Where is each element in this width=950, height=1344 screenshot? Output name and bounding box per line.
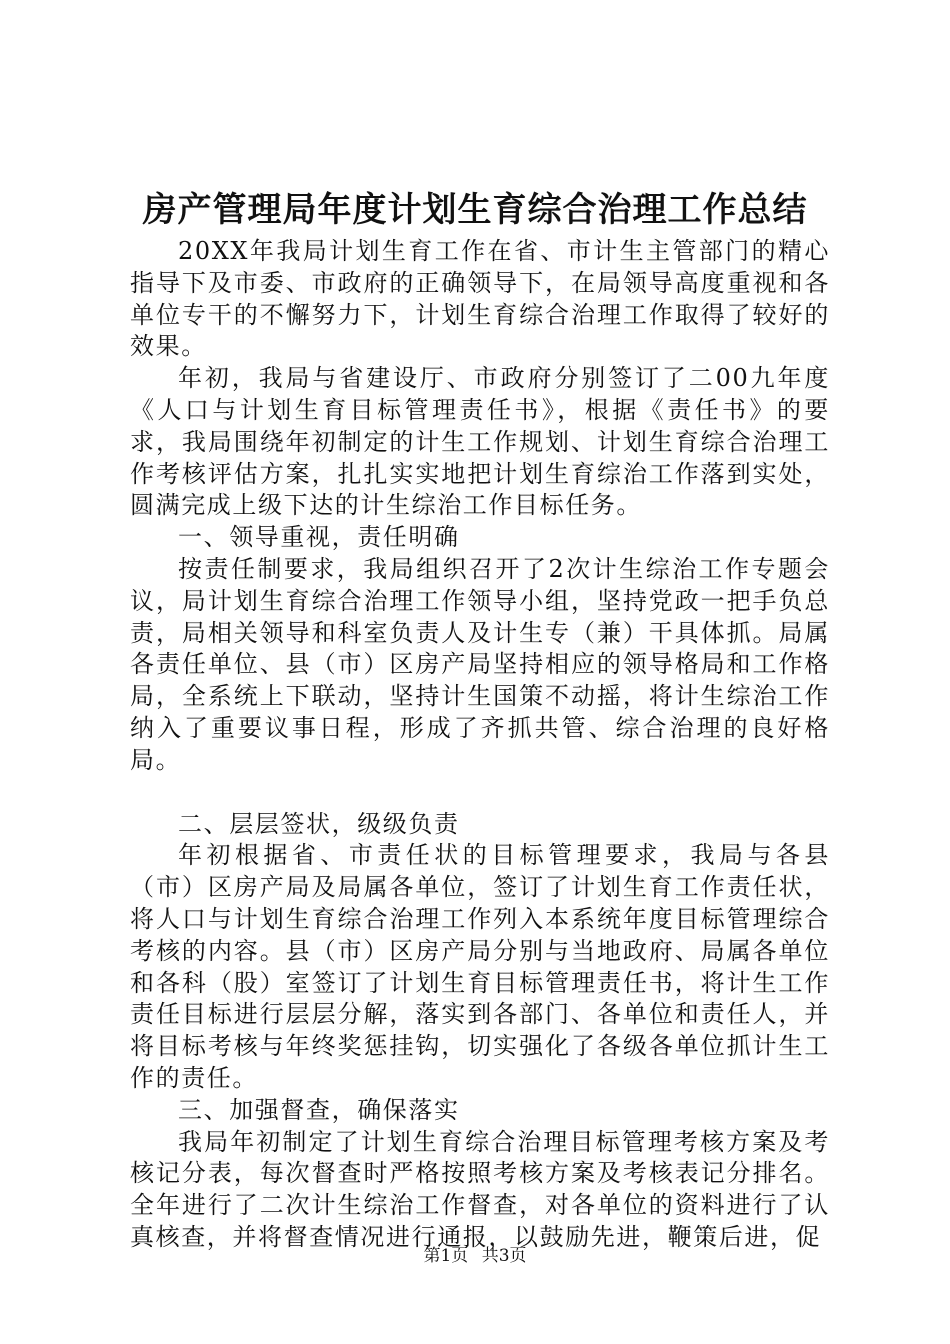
page-footer: [0, 1244, 950, 1268]
paragraph-section-3: 我局年初制定了计划生育综合治理目标管理考核方案及考核记分表，每次督查时严格按照考核方案及考核表记分排名。全年进行了二次计生综治工作督查，对各单位的资料进行了认真核查，并将督查情况进行通报，以鼓励先进，鞭策后进，促: [130, 1127, 830, 1251]
page-total: 共3页: [481, 1246, 527, 1266]
section-heading-1: 一、领导重视，责任明确: [178, 523, 460, 552]
document-body: [130, 236, 830, 1254]
document-title: 房产管理局年度计划生育综合治理工作总结: [142, 190, 808, 230]
section-heading-2: 二、层层签状，级级负责: [178, 809, 460, 838]
paragraph-section-2: 年初根据省、市责任状的目标管理要求，我局与各县（市）区房产局及局属各单位，签订了计划生育工作责任状，将人口与计划生育综合治理工作列入本系统年度目标管理综合考核的内容。县（市）区房产局分别与当地政府、局属各单位和各科（股）室签订了计划生育目标管理责任书，将计生工作责任目标进行层层分解，落实到各部门、各单位和责任人，并将目标考核与年终奖惩挂钩，切实强化了各级各单位抓计生工作的责任。: [130, 841, 830, 1092]
paragraph-intro: 20XX年我局计划生育工作在省、市计生主管部门的精心指导下及市委、市政府的正确领导下，在局领导高度重视和各单位专干的不懈努力下，计划生育综合治理工作取得了较好的效果。: [130, 237, 830, 361]
paragraph-responsibility-book: 年初，我局与省建设厅、市政府分别签订了二00九年度《人口与计划生育目标管理责任书》，根据《责任书》的要求，我局围绕年初制定的计生工作规划、计划生育综合治理工作考核评估方案，扎扎实实地把计划生育综治工作落到实处，圆满完成上级下达的计生综治工作目标任务。: [130, 364, 830, 520]
paragraph-section-1: 按责任制要求，我局组织召开了2次计生综治工作专题会议，局计划生育综合治理工作领导小组，坚持党政一把手负总责，局相关领导和科室负责人及计生专（兼）干具体抓。局属各责任单位、县（市）区房产局坚持相应的领导格局和工作格局，全系统上下联动，坚持计生国策不动摇，将计生综治工作纳入了重要议事日程，形成了齐抓共管、综合治理的良好格局。: [130, 554, 830, 774]
section-heading-3: 三、加强督查，确保落实: [178, 1095, 460, 1124]
page-number: 第1页: [423, 1246, 469, 1266]
